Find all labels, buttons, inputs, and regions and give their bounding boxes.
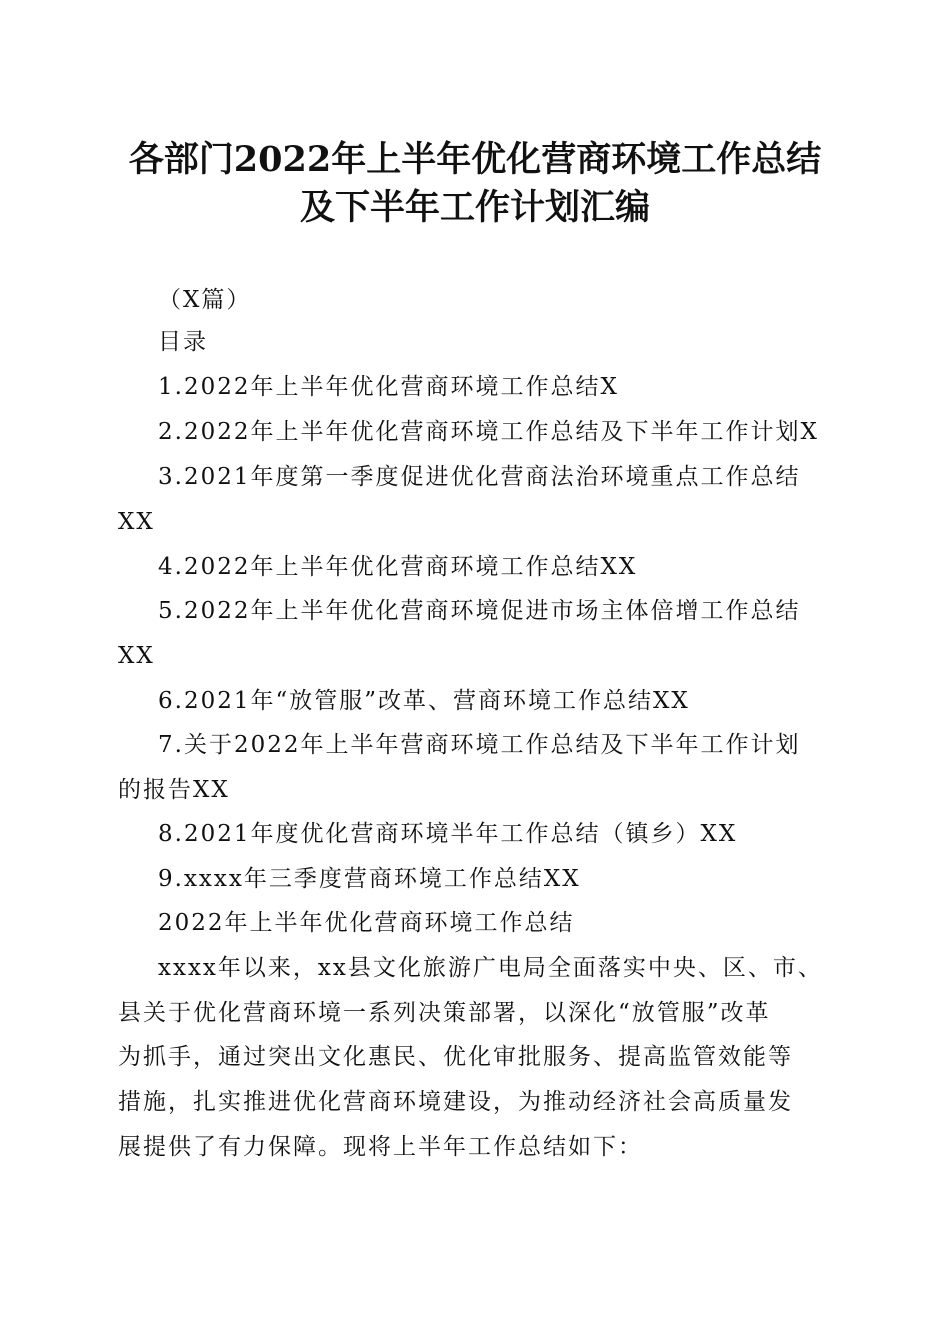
toc-item-continuation: XX bbox=[118, 643, 155, 669]
body-line: 为抓手，通过突出文化惠民、优化审批服务、提高监管效能等 bbox=[118, 1044, 793, 1070]
toc-item: 9.xxxx年三季度营商环境工作总结XX bbox=[158, 866, 581, 892]
toc-item: 4.2022年上半年优化营商环境工作总结XX bbox=[158, 554, 638, 580]
toc-item: 3.2021年度第一季度促进优化营商法治环境重点工作总结 bbox=[158, 464, 801, 490]
toc-item: 5.2022年上半年优化营商环境促进市场主体倍增工作总结 bbox=[158, 598, 801, 624]
toc-heading: 目录 bbox=[158, 329, 208, 355]
body-line: 展提供了有力保障。现将上半年工作总结如下： bbox=[118, 1134, 643, 1160]
toc-item: 2.2022年上半年优化营商环境工作总结及下半年工作计划X bbox=[158, 419, 819, 445]
document-title-line-1: 各部门2022年上半年优化营商环境工作总结 bbox=[128, 139, 822, 180]
body-line: xxxx年以来，xx县文化旅游广电局全面落实中央、区、市、 bbox=[158, 955, 823, 981]
body-line: 措施，扎实推进优化营商环境建设，为推动经济社会高质量发 bbox=[118, 1089, 793, 1115]
section-title: 2022年上半年优化营商环境工作总结 bbox=[158, 910, 575, 936]
toc-item-continuation: 的报告XX bbox=[118, 777, 230, 803]
body-line: 县关于优化营商环境一系列决策部署，以深化“放管服”改革 bbox=[118, 1000, 771, 1026]
count-note: （X篇） bbox=[158, 287, 252, 313]
toc-item-continuation: XX bbox=[118, 509, 155, 535]
document-title-line-2: 及下半年工作计划汇编 bbox=[299, 187, 650, 228]
toc-item: 8.2021年度优化营商环境半年工作总结（镇乡）XX bbox=[158, 821, 738, 847]
toc-item: 6.2021年“放管服”改革、营商环境工作总结XX bbox=[158, 688, 690, 714]
toc-item: 1.2022年上半年优化营商环境工作总结X bbox=[158, 374, 619, 400]
toc-item: 7.关于2022年上半年营商环境工作总结及下半年工作计划 bbox=[158, 732, 801, 758]
